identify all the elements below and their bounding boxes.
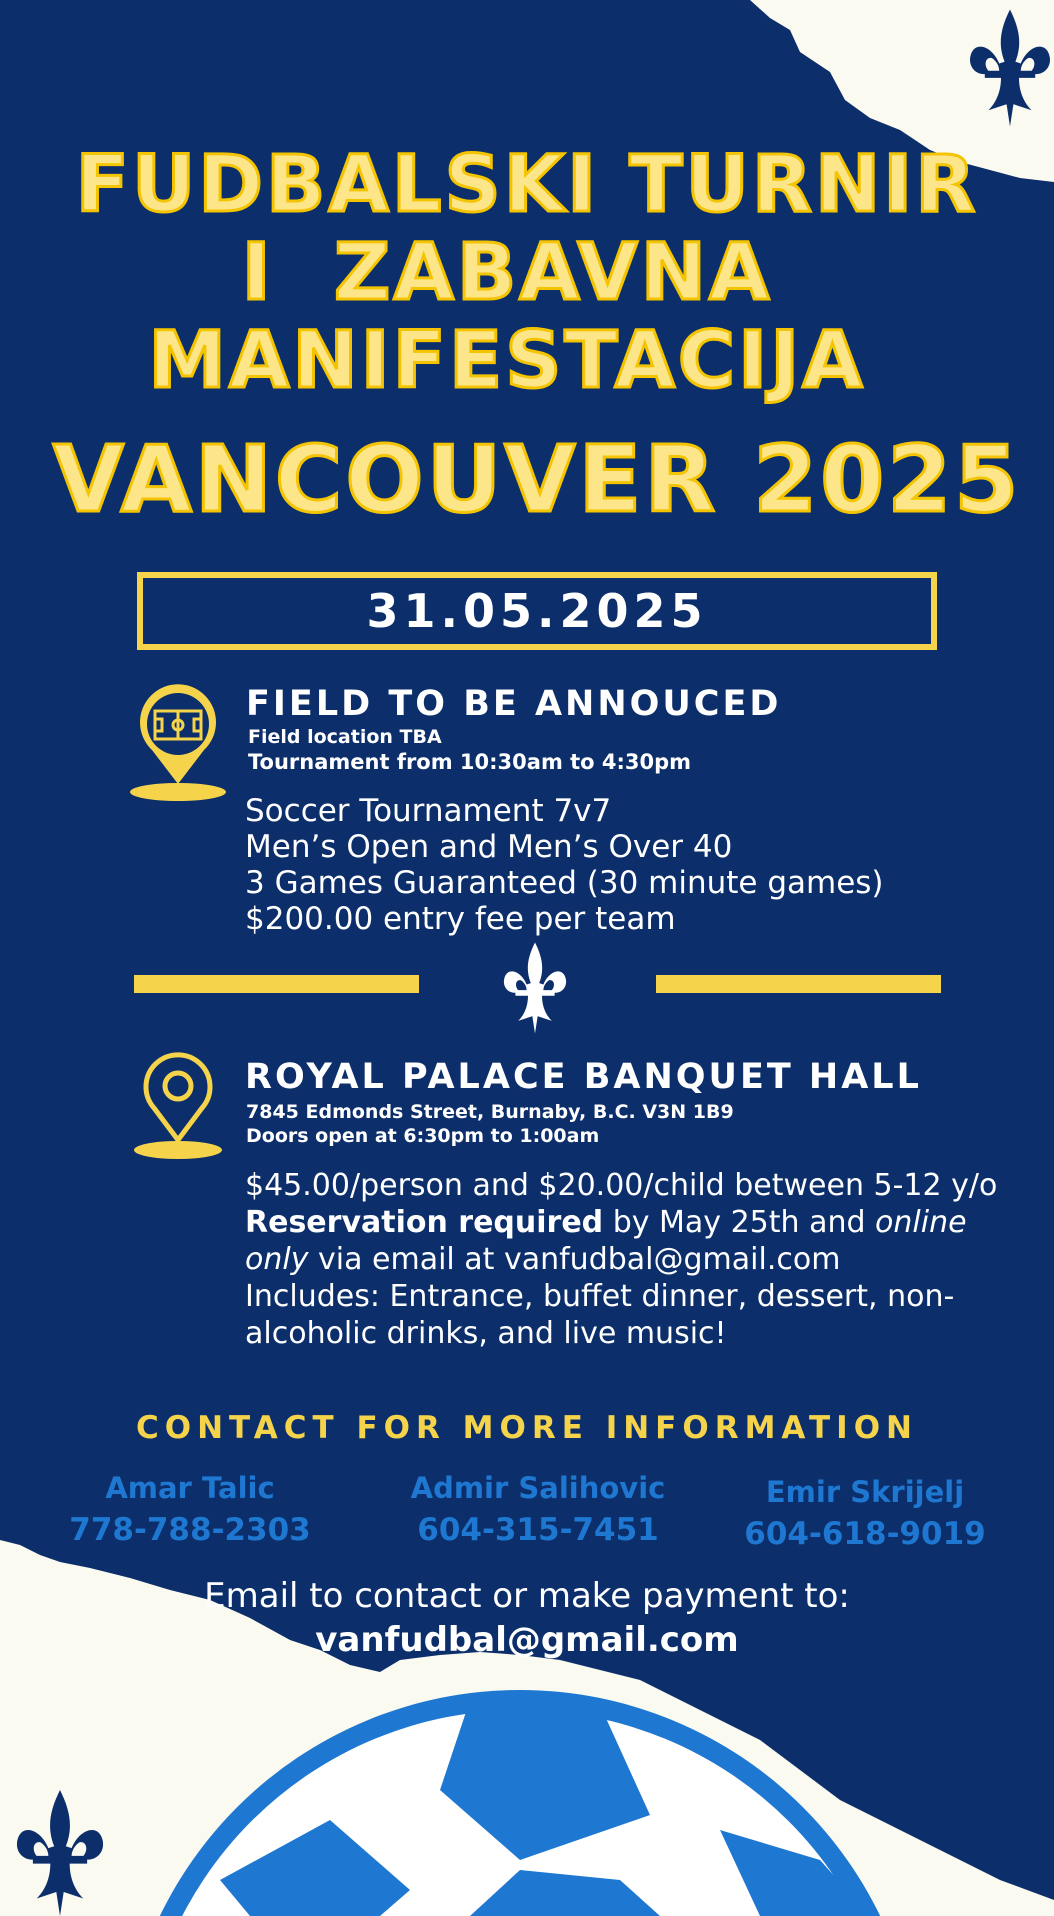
contact-email[interactable]: vanfudbal@gmail.com [315, 1620, 739, 1660]
fleur-de-lis-icon [500, 942, 570, 1034]
contact-phone[interactable]: 604-315-7451 [417, 1512, 659, 1548]
title-line-1: FUDBALSKI TURNIR [75, 140, 979, 230]
title-line-2: I ZABAVNA [241, 228, 773, 318]
tournament-detail-line: Men’s Open and Men’s Over 40 [245, 829, 733, 865]
contact-card [705, 1472, 1025, 1556]
banquet-email-line [245, 1241, 997, 1278]
title-line-4: VANCOUVER 2025 [52, 426, 1022, 533]
banquet-details [245, 1167, 997, 1352]
divider-bar-right [656, 975, 941, 993]
soccer-field-pin-icon [128, 684, 228, 802]
banquet-includes-line: Includes: Entrance, buffet dinner, dessert, non- [245, 1279, 955, 1314]
contact-phone[interactable]: 604-618-9019 [744, 1516, 986, 1552]
reservation-required: Reservation required [245, 1205, 604, 1240]
online-word: online [875, 1205, 967, 1240]
contact-title: CONTACT FOR MORE INFORMATION [136, 1410, 918, 1446]
banquet-address: 7845 Edmonds Street, Burnaby, B.C. V3N 1B9 [246, 1101, 734, 1123]
tournament-hours: Tournament from 10:30am to 4:30pm [248, 750, 692, 774]
reservation-email: via email at vanfudbal@gmail.com [308, 1242, 841, 1277]
banquet-hours: Doors open at 6:30pm to 1:00am [246, 1125, 600, 1147]
title-line-3: MANIFESTACIJA [148, 316, 866, 406]
event-date: 31.05.2025 [366, 584, 708, 638]
location-pin-icon [132, 1052, 224, 1160]
tournament-details [245, 793, 884, 937]
contact-name: Emir Skrijelj [765, 1475, 965, 1509]
tournament-detail-line: Soccer Tournament 7v7 [245, 793, 612, 829]
banquet-reservation-line [245, 1204, 997, 1241]
contact-card [30, 1468, 350, 1552]
contact-name: Amar Talic [105, 1471, 275, 1505]
email-label: Email to contact or make payment to: [204, 1576, 850, 1616]
fleur-de-lis-icon [10, 1790, 110, 1916]
banquet-price-line: $45.00/person and $20.00/child between 5-12 y/o [245, 1168, 998, 1203]
banquet-heading: ROYAL PALACE BANQUET HALL [245, 1057, 922, 1097]
tournament-heading: FIELD TO BE ANNOUCED [246, 684, 782, 724]
reservation-deadline: by May 25th and [603, 1205, 876, 1240]
tournament-detail-line: $200.00 entry fee per team [245, 901, 676, 937]
divider-bar-left [134, 975, 419, 993]
only-word: only [245, 1242, 309, 1277]
contact-card [378, 1468, 698, 1552]
contact-phone[interactable]: 778-788-2303 [69, 1512, 311, 1548]
tournament-location: Field location TBA [248, 726, 442, 748]
fleur-de-lis-icon [965, 8, 1054, 128]
tournament-detail-line: 3 Games Guaranteed (30 minute games) [245, 865, 884, 901]
contact-name: Admir Salihovic [410, 1471, 666, 1505]
banquet-includes-line-2: alcoholic drinks, and live music! [245, 1316, 727, 1351]
